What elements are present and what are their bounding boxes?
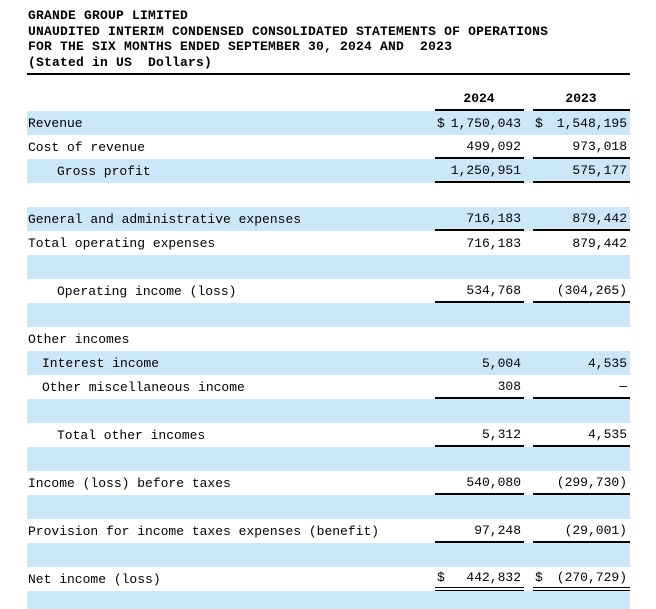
spacer-row bbox=[27, 543, 630, 567]
document-header bbox=[0, 0, 656, 70]
row-label: Other incomes bbox=[28, 331, 130, 347]
column-header-2023 bbox=[533, 87, 630, 111]
header-rule bbox=[27, 73, 630, 75]
value-text: 716,183 bbox=[466, 210, 521, 226]
value-cell-2023 bbox=[533, 471, 630, 495]
value-cell-2023 bbox=[533, 423, 630, 447]
table-row bbox=[27, 111, 630, 135]
column-gap bbox=[524, 447, 533, 471]
value-cell-2023 bbox=[533, 495, 630, 519]
value-cell-2023 bbox=[533, 543, 630, 567]
value-cell-2023 bbox=[533, 159, 630, 183]
table-row bbox=[27, 135, 630, 159]
table-row bbox=[27, 159, 630, 183]
row-label: Revenue bbox=[28, 115, 83, 131]
value-cell-2024 bbox=[435, 255, 524, 279]
value-text: (29,001) bbox=[564, 522, 627, 538]
dollar-sign: $ bbox=[437, 569, 445, 585]
value-cell-2023 bbox=[533, 207, 630, 231]
column-header-2024-label: 2024 bbox=[463, 90, 495, 106]
column-gap bbox=[524, 399, 533, 423]
value-text: 4,535 bbox=[587, 355, 627, 371]
table-row bbox=[27, 567, 630, 591]
value-text: 308 bbox=[497, 378, 521, 394]
row-label: Total other incomes bbox=[57, 427, 206, 443]
financial-table bbox=[27, 87, 630, 609]
value-text: 1,750,043 bbox=[450, 115, 521, 131]
column-gap bbox=[524, 423, 533, 447]
dollar-sign: $ bbox=[535, 115, 543, 131]
value-cell-2023 bbox=[533, 591, 630, 609]
row-label: Operating income (loss) bbox=[57, 283, 237, 299]
row-label: Other miscellaneous income bbox=[42, 379, 245, 395]
row-label bbox=[27, 591, 435, 609]
table-row bbox=[27, 231, 630, 255]
value-cell-2023 bbox=[533, 375, 630, 399]
column-gap bbox=[524, 471, 533, 495]
value-text: 1,250,951 bbox=[450, 162, 521, 178]
statement-title: UNAUDITED INTERIM CONDENSED CONSOLIDATED STATEMENTS OF OPERATIONS bbox=[28, 23, 549, 39]
currency-note: (Stated in US Dollars) bbox=[28, 54, 213, 70]
row-label bbox=[27, 447, 435, 471]
table-row bbox=[27, 375, 630, 399]
table-row bbox=[27, 279, 630, 303]
table-row bbox=[27, 519, 630, 543]
column-gap bbox=[524, 327, 533, 351]
value-cell-2023 bbox=[533, 447, 630, 471]
spacer-row bbox=[27, 591, 630, 609]
value-cell-2023 bbox=[533, 567, 630, 591]
value-text: 534,768 bbox=[466, 282, 521, 298]
dollar-sign: $ bbox=[437, 115, 445, 131]
value-cell-2024 bbox=[435, 303, 524, 327]
table-rows bbox=[27, 111, 630, 609]
value-cell-2024 bbox=[435, 519, 524, 543]
value-cell-2024 bbox=[435, 327, 524, 351]
table-row bbox=[27, 327, 630, 351]
value-cell-2023 bbox=[533, 183, 630, 207]
column-gap bbox=[524, 375, 533, 399]
column-gap bbox=[524, 135, 533, 159]
value-text: 1,548,195 bbox=[556, 115, 627, 131]
value-text: 5,004 bbox=[481, 355, 521, 371]
value-cell-2024 bbox=[435, 543, 524, 567]
column-header-2024 bbox=[435, 87, 524, 111]
value-cell-2024 bbox=[435, 351, 524, 375]
value-text: 97,248 bbox=[474, 522, 521, 538]
value-cell-2023 bbox=[533, 327, 630, 351]
value-cell-2024 bbox=[435, 135, 524, 159]
value-cell-2024 bbox=[435, 495, 524, 519]
value-text: 716,183 bbox=[466, 235, 521, 251]
spacer-row bbox=[27, 183, 630, 207]
value-text: (299,730) bbox=[556, 474, 627, 490]
value-text: 879,442 bbox=[572, 235, 627, 251]
value-cell-2024 bbox=[435, 591, 524, 609]
row-label: General and administrative expenses bbox=[28, 211, 302, 227]
spacer-row bbox=[27, 399, 630, 423]
period-line: FOR THE SIX MONTHS ENDED SEPTEMBER 30, 2024 AND 2023 bbox=[28, 39, 453, 54]
row-label bbox=[27, 255, 435, 279]
value-text: (270,729) bbox=[556, 569, 627, 585]
value-text: 499,092 bbox=[466, 138, 521, 154]
column-gap bbox=[524, 183, 533, 207]
value-cell-2024 bbox=[435, 423, 524, 447]
column-gap bbox=[524, 255, 533, 279]
value-text: 879,442 bbox=[572, 210, 627, 226]
value-cell-2023 bbox=[533, 399, 630, 423]
value-cell-2023 bbox=[533, 231, 630, 255]
row-label: Cost of revenue bbox=[28, 139, 146, 155]
value-text: 5,312 bbox=[481, 426, 521, 442]
value-cell-2023 bbox=[533, 135, 630, 159]
value-cell-2023 bbox=[533, 351, 630, 375]
spacer-row bbox=[27, 303, 630, 327]
value-text: (304,265) bbox=[556, 282, 627, 298]
value-cell-2023 bbox=[533, 279, 630, 303]
value-cell-2024 bbox=[435, 399, 524, 423]
column-gap bbox=[524, 519, 533, 543]
row-label: Gross profit bbox=[57, 163, 151, 179]
column-header-2023-label: 2023 bbox=[565, 90, 597, 106]
value-cell-2024 bbox=[435, 207, 524, 231]
row-label: Provision for income taxes expenses (benefit) bbox=[28, 523, 380, 539]
dollar-sign: $ bbox=[535, 569, 543, 585]
value-cell-2024 bbox=[435, 567, 524, 591]
column-gap bbox=[524, 351, 533, 375]
table-row bbox=[27, 423, 630, 447]
value-cell-2023 bbox=[533, 519, 630, 543]
column-gap bbox=[524, 495, 533, 519]
column-gap bbox=[524, 279, 533, 303]
spacer-row bbox=[27, 255, 630, 279]
column-gap bbox=[524, 567, 533, 591]
table-header-row bbox=[27, 87, 630, 111]
row-label bbox=[27, 303, 435, 327]
value-cell-2024 bbox=[435, 159, 524, 183]
value-cell-2024 bbox=[435, 111, 524, 135]
column-gap bbox=[524, 87, 533, 111]
column-gap bbox=[524, 207, 533, 231]
row-label bbox=[27, 183, 435, 207]
table-row bbox=[27, 351, 630, 375]
value-cell-2024 bbox=[435, 231, 524, 255]
column-gap bbox=[524, 231, 533, 255]
value-cell-2024 bbox=[435, 471, 524, 495]
spacer-row bbox=[27, 495, 630, 519]
header-spacer-cell bbox=[27, 87, 435, 111]
value-text: 973,018 bbox=[572, 138, 627, 154]
value-cell-2024 bbox=[435, 279, 524, 303]
row-label bbox=[27, 495, 435, 519]
value-cell-2023 bbox=[533, 303, 630, 327]
row-label bbox=[27, 399, 435, 423]
row-label: Interest income bbox=[42, 355, 160, 371]
value-cell-2023 bbox=[533, 255, 630, 279]
value-cell-2024 bbox=[435, 375, 524, 399]
column-gap bbox=[524, 111, 533, 135]
column-gap bbox=[524, 159, 533, 183]
spacer-row bbox=[27, 447, 630, 471]
value-text: — bbox=[619, 378, 627, 394]
value-text: 442,832 bbox=[466, 569, 521, 585]
column-gap bbox=[524, 303, 533, 327]
row-label: Income (loss) before taxes bbox=[28, 475, 231, 491]
value-cell-2023 bbox=[533, 111, 630, 135]
column-gap bbox=[524, 543, 533, 567]
company-name: GRANDE GROUP LIMITED bbox=[28, 8, 189, 23]
value-text: 4,535 bbox=[587, 426, 627, 442]
column-gap bbox=[524, 591, 533, 609]
row-label bbox=[27, 543, 435, 567]
table-row bbox=[27, 207, 630, 231]
value-cell-2024 bbox=[435, 183, 524, 207]
row-label: Total operating expenses bbox=[28, 235, 216, 251]
value-text: 540,080 bbox=[466, 474, 521, 490]
value-text: 575,177 bbox=[572, 162, 627, 178]
value-cell-2024 bbox=[435, 447, 524, 471]
table-row bbox=[27, 471, 630, 495]
row-label: Net income (loss) bbox=[28, 571, 161, 587]
